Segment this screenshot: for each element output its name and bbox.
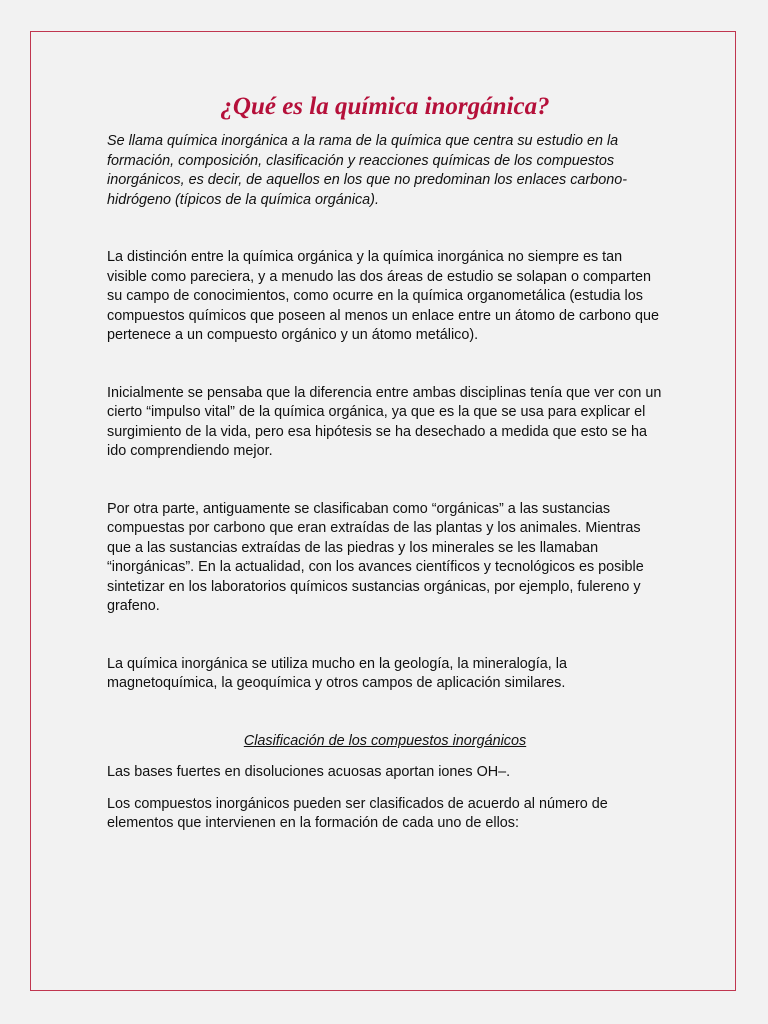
document-body [107,90,663,834]
body-paragraph-classification: Los compuestos inorgánicos pueden ser clasificados de acuerdo al número de elementos que intervienen en la formación de cada uno de ellos: [107,795,608,831]
body-paragraph-strong-bases: Las bases fuertes en disoluciones acuosas aportan iones OH–. [107,764,511,780]
section-subheading: Clasificación de los compuestos inorgánicos [243,732,527,749]
page-title: ¿Qué es la química inorgánica? [220,93,550,120]
body-paragraph-distinction: La distinción entre la química orgánica y la química inorgánica no siempre es tan visible como pareciera, y a menudo las dos áreas de estudio se solapan o comparten su campo de conocimientos, como ocurre en la química organometálica (estudia los compuestos químicos que poseen al menos un enlace entre un átomo de carbono que pertenece a un compuesto orgánico y un átomo metálico). [107,249,660,343]
body-paragraph-history: Por otra parte, antiguamente se clasificaban como “orgánicas” a las sustancias compuestas por carbono que eran extraídas de las plantas y los animales. Mientras que a las sustancias extraídas de las piedras y los minerales se les llamaban “inorgánicas”. En la actualidad, con los avances científicos y tecnológicos es posible sintetizar en los laboratorios químicos sustancias orgánicas, por ejemplo, fulereno y grafeno. [107,500,644,614]
intro-paragraph: Se llama química inorgánica a la rama de la química que centra su estudio en la formación, composición, clasificación y reacciones químicas de los compuestos inorgánicos, es decir, de aquellos en los que no predominan los enlaces carbono-hidrógeno (típicos de la química orgánica). [107,133,627,208]
body-paragraph-vital-impulse: Inicialmente se pensaba que la diferencia entre ambas disciplinas tenía que ver con un cierto “impulso vital” de la química orgánica, ya que es la que se usa para explicar el surgimiento de la vida, pero esa hipótesis se ha desechado a medida que esto se ha ido comprendiendo mejor. [107,384,662,459]
body-paragraph-applications: La química inorgánica se utiliza mucho en la geología, la mineralogía, la magnetoquímica, la geoquímica y otros campos de aplicación similares. [107,655,567,691]
